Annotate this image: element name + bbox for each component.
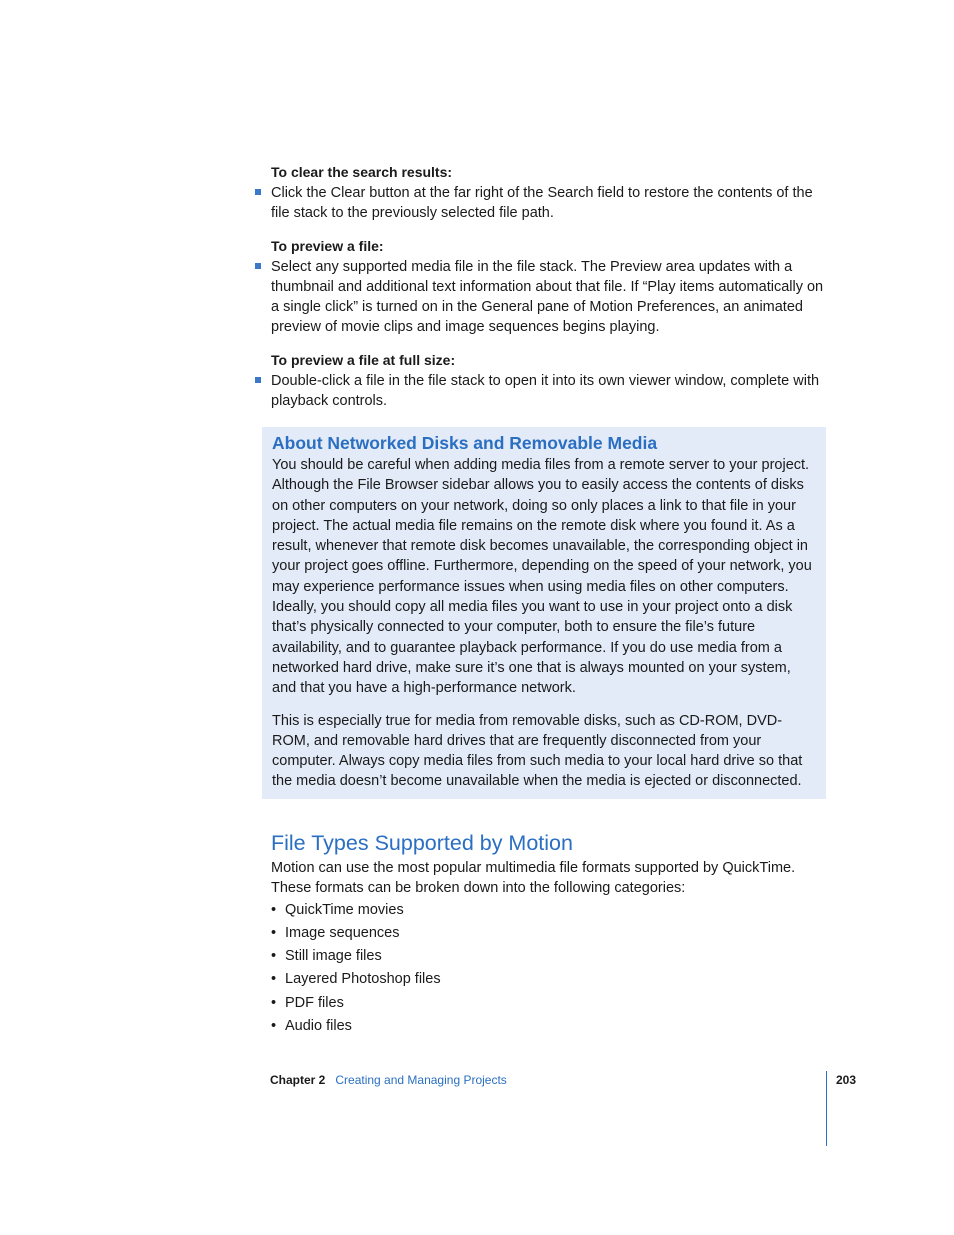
list-item: • Audio files <box>271 1015 827 1038</box>
task-step-clear-search: Click the Clear button at the far right of the Search field to restore the contents of the file stack to the previously selected file path. <box>271 183 827 224</box>
task-heading-preview-file: To preview a file: <box>271 237 384 254</box>
footer-chapter: Chapter 2 <box>270 1073 326 1087</box>
footer-chapter-title: Creating and Managing Projects <box>335 1073 507 1087</box>
square-bullet-icon <box>255 377 261 383</box>
file-types-section <box>271 828 827 1038</box>
page-number: 203 <box>836 1073 857 1087</box>
task-heading-clear-search: To clear the search results: <box>271 164 453 180</box>
note-paragraph: This is especially true for media from removable disks, such as CD-ROM, DVD-ROM, and removable hard drives that are frequently disconnected from your computer. Always copy media files from such media to your local hard drive so that the media doesn’t become unavailable when the media is ejected or disconnected. <box>272 712 803 790</box>
section-intro: Motion can use the most popular multimedia file formats supported by QuickTime. These formats can be broken down into the following categories: <box>271 860 796 897</box>
list-item: • PDF files <box>271 992 827 1015</box>
note-box <box>262 427 826 799</box>
file-type-list <box>271 899 827 1039</box>
task-step-preview-full-size: Double-click a file in the file stack to open it into its own viewer window, complete with playback controls. <box>271 371 827 412</box>
footer-divider <box>826 1071 827 1146</box>
list-item: • QuickTime movies <box>271 899 827 922</box>
page-footer <box>270 1071 507 1089</box>
section-title: File Types Supported by Motion <box>271 831 573 855</box>
square-bullet-icon <box>255 263 261 269</box>
list-item: • Layered Photoshop files <box>271 968 827 991</box>
task-heading-preview-full-size: To preview a file at full size: <box>271 351 456 368</box>
task-list <box>271 162 827 411</box>
note-paragraph: You should be careful when adding media files from a remote server to your project. Although the File Browser sidebar allows you to easily access the contents of disks on other computers on your network, doing so only places a link to that file in your project. The actual media file remains on the remote disk where you found it. As a result, whenever that remote disk becomes unavailable, the corresponding object in your project goes offline. Furthermore, depending on the speed of your network, you may experience performance issues when using media files on other computers. Ideally, you should copy all media files you want to use in your project onto a disk that’s physically connected to your computer, both to ensure the file’s future availability, and to guarantee playback performance. If you do use media from a networked hard drive, make sure it’s one that is always mounted on your system, and that you have a high-performance network. <box>272 457 812 697</box>
task-step-preview-file: Select any supported media file in the file stack. The Preview area updates with a thumbnail and additional text information about that file. If “Play items automatically on a single click” is turned on in the General pane of Motion Preferences, an animated preview of movie clips and image sequences begins playing. <box>271 257 827 338</box>
note-title: About Networked Disks and Removable Media <box>272 433 658 453</box>
square-bullet-icon <box>255 189 261 195</box>
list-item: • Still image files <box>271 945 827 968</box>
list-item: • Image sequences <box>271 922 827 945</box>
